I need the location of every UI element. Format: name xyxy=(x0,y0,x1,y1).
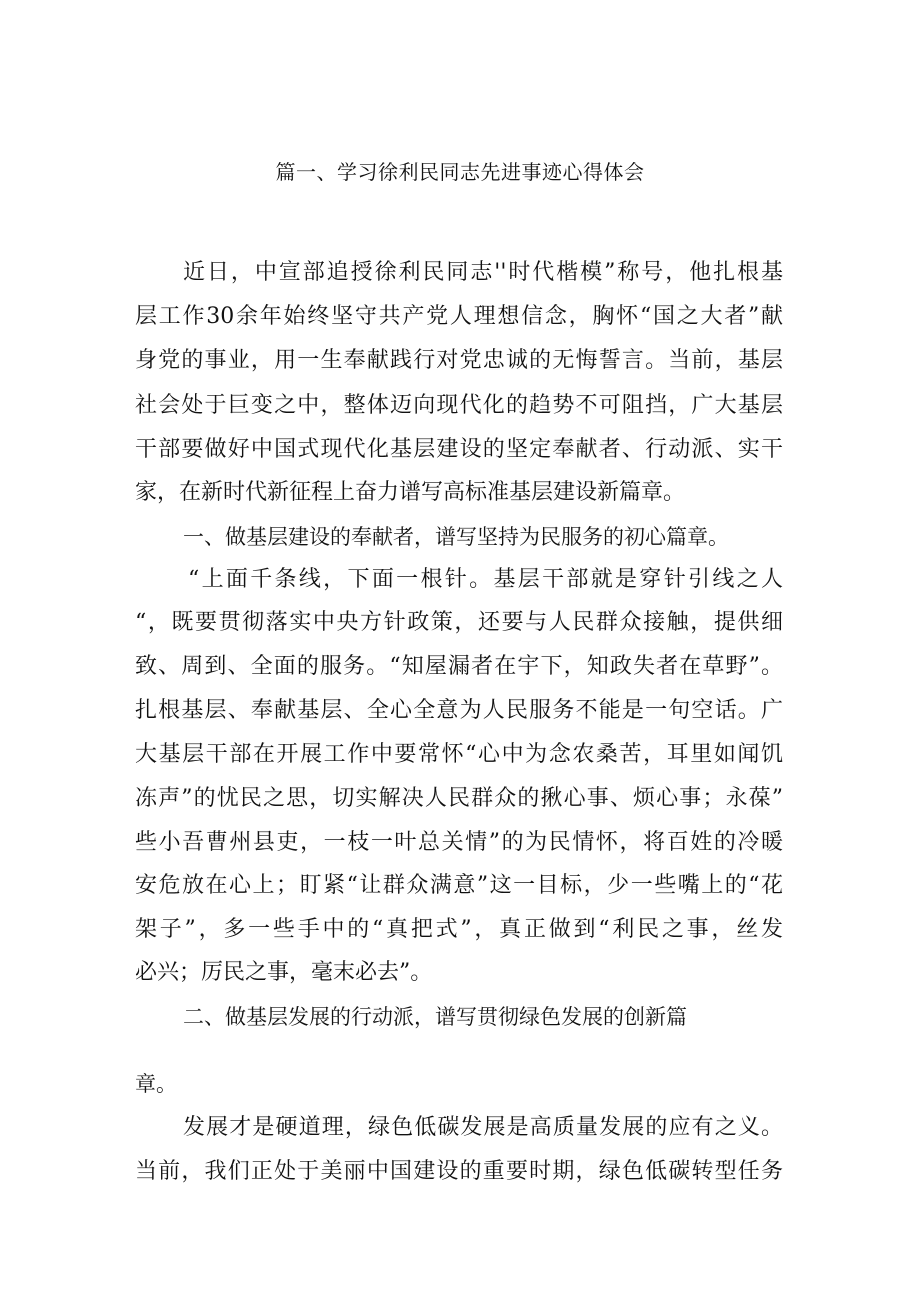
paragraph-2-line-4: 扎根基层、奉献基层、全心全意为人民服务不能是一句空话。广 xyxy=(135,698,783,723)
paragraph-1-line-1: 近日，中宣部追授徐利民同志''时代楷模”称号，他扎根基 xyxy=(183,260,783,285)
paragraph-2-line-2: “，既要贯彻落实中央方针政策，还要与人民群众接触，提供细 xyxy=(135,610,783,635)
paragraph-1-line-3: 身党的事业，用一生奉献践行对党忠诚的无悔誓言。当前，基层 xyxy=(135,348,783,373)
paragraph-2-line-9: 架子”，多一些手中的“真把式”，真正做到“利民之事，丝发 xyxy=(135,917,783,942)
paragraph-1-line-4: 社会处于巨变之中，整体迈向现代化的趋势不可阻挡，广大基层 xyxy=(135,393,783,418)
paragraph-2-line-6: 冻声”的忧民之思，切实解决人民群众的揪心事、烦心事；永葆” xyxy=(135,786,783,811)
paragraph-3-line-2: 当前，我们正处于美丽中国建设的重要时期，绿色低碳转型任务 xyxy=(135,1159,783,1184)
paragraph-1-line-2: 层工作30余年始终坚守共产党人理想信念，胸怀“国之大者”献 xyxy=(135,304,783,329)
paragraph-2-line-10: 必兴；厉民之事，毫末必去”。 xyxy=(135,960,433,985)
paragraph-2-line-1: “上面千条线，下面一根针。基层干部就是穿针引线之人 xyxy=(188,567,783,592)
paragraph-1-line-6: 家，在新时代新征程上奋力谱写高标准基层建设新篇章。 xyxy=(135,480,686,505)
paragraph-2-line-8: 安危放在心上；盯紧“让群众满意”这一目标，少一些嘴上的“花 xyxy=(135,873,783,898)
paragraph-2-line-7: 些小吾曹州县吏，一枝一叶总关情”的为民情怀，将百姓的冷暖 xyxy=(135,830,783,855)
section-heading-2-line-1: 二、做基层发展的行动派，谱写贯彻绿色发展的创新篇 xyxy=(183,1005,687,1029)
paragraph-2-line-3: 致、周到、全面的服务。“知屋漏者在宇下，知政失者在草野”。 xyxy=(135,654,783,679)
section-heading-2-line-2: 章。 xyxy=(135,1072,177,1096)
document-title: 篇一、学习徐利民同志先进事迹心得体会 xyxy=(275,160,645,184)
paragraph-2-line-5: 大基层干部在开展工作中要常怀“心中为念农桑苦，耳里如闻饥 xyxy=(135,742,783,767)
section-heading-1: 一、做基层建设的奉献者，谱写坚持为民服务的初心篇章。 xyxy=(183,525,729,549)
paragraph-3-line-1: 发展才是硬道理，绿色低碳发展是高质量发展的应有之义。 xyxy=(183,1115,783,1140)
paragraph-1-line-5: 干部要做好中国式现代化基层建设的坚定奉献者、行动派、实干 xyxy=(135,437,783,462)
